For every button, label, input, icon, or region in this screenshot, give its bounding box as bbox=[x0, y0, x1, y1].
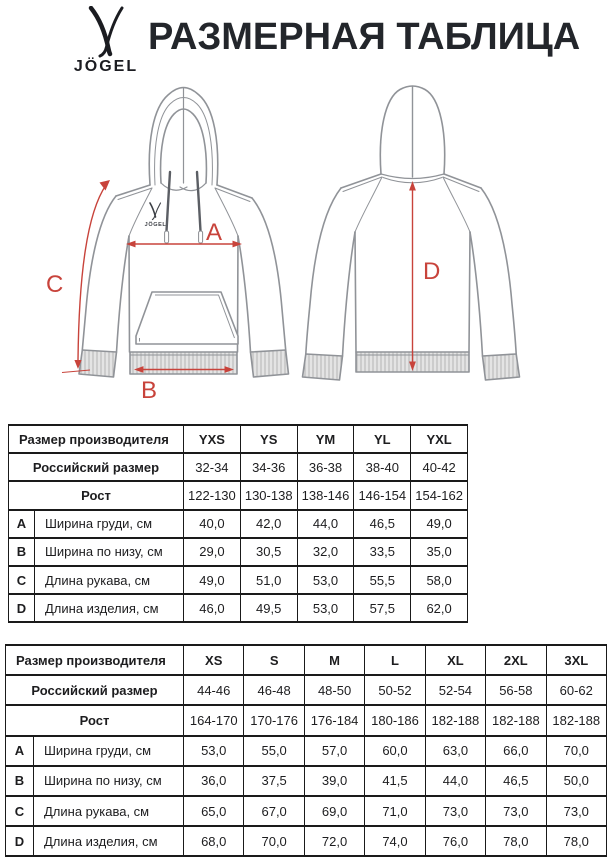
size-cell: 34-36 bbox=[240, 453, 297, 481]
measure-label-d: D bbox=[423, 258, 441, 285]
size-cell: 130-138 bbox=[240, 481, 297, 509]
measure-letter: D bbox=[9, 594, 35, 622]
data-row bbox=[6, 796, 607, 826]
back-right-sleeve bbox=[481, 188, 516, 354]
value-cell: 63,0 bbox=[425, 736, 485, 766]
chest-logo-icon bbox=[150, 203, 161, 220]
value-cell: 49,0 bbox=[184, 566, 241, 594]
back-right-cuff bbox=[483, 354, 520, 380]
size-cell: 2XL bbox=[486, 645, 546, 675]
data-row bbox=[9, 510, 468, 538]
size-cell: YL bbox=[354, 425, 411, 453]
measure-name: Ширина по низу, см bbox=[34, 766, 184, 796]
value-cell: 42,0 bbox=[240, 510, 297, 538]
value-cell: 69,0 bbox=[304, 796, 364, 826]
measure-label-b: B bbox=[141, 377, 158, 404]
back-left-cuff bbox=[303, 354, 343, 380]
value-cell: 46,5 bbox=[486, 766, 546, 796]
size-cell: 50-52 bbox=[365, 675, 425, 705]
measure-arrow-c bbox=[62, 180, 110, 373]
header-row bbox=[9, 425, 468, 453]
size-cell: 32-34 bbox=[184, 453, 241, 481]
front-left-sleeve bbox=[82, 196, 116, 350]
back-left-sleeve bbox=[306, 188, 341, 354]
value-cell: 58,0 bbox=[411, 566, 468, 594]
value-cell: 73,0 bbox=[486, 796, 546, 826]
measure-letter: B bbox=[6, 766, 34, 796]
value-cell: 35,0 bbox=[411, 538, 468, 566]
size-cell: S bbox=[244, 645, 304, 675]
header-row bbox=[9, 481, 468, 509]
value-cell: 60,0 bbox=[365, 736, 425, 766]
measure-arrow-a bbox=[126, 241, 242, 248]
size-cell: 170-176 bbox=[244, 705, 304, 735]
measure-name: Ширина по низу, см bbox=[35, 538, 184, 566]
size-cell: 46-48 bbox=[244, 675, 304, 705]
value-cell: 68,0 bbox=[184, 826, 244, 856]
measure-letter: A bbox=[6, 736, 34, 766]
value-cell: 73,0 bbox=[425, 796, 485, 826]
size-diagram bbox=[0, 84, 615, 420]
data-row bbox=[6, 736, 607, 766]
row-label: Размер производителя bbox=[6, 645, 184, 675]
size-cell: 56-58 bbox=[486, 675, 546, 705]
value-cell: 57,5 bbox=[354, 594, 411, 622]
value-cell: 78,0 bbox=[546, 826, 606, 856]
header-row bbox=[6, 645, 607, 675]
value-cell: 55,5 bbox=[354, 566, 411, 594]
measure-name: Длина изделия, см bbox=[34, 826, 184, 856]
size-cell: 36-38 bbox=[297, 453, 354, 481]
data-row bbox=[9, 538, 468, 566]
value-cell: 70,0 bbox=[546, 736, 606, 766]
size-cell: 180-186 bbox=[365, 705, 425, 735]
measure-label-a: A bbox=[206, 219, 223, 246]
value-cell: 73,0 bbox=[546, 796, 606, 826]
value-cell: 46,5 bbox=[354, 510, 411, 538]
size-cell: 164-170 bbox=[184, 705, 244, 735]
value-cell: 46,0 bbox=[184, 594, 241, 622]
value-cell: 49,5 bbox=[240, 594, 297, 622]
measure-letter: C bbox=[9, 566, 35, 594]
size-cell: 146-154 bbox=[354, 481, 411, 509]
value-cell: 70,0 bbox=[244, 826, 304, 856]
size-cell: XL bbox=[425, 645, 485, 675]
value-cell: 44,0 bbox=[297, 510, 354, 538]
chest-logo-text: JÖGEL bbox=[144, 222, 167, 228]
value-cell: 36,0 bbox=[184, 766, 244, 796]
size-cell: 40-42 bbox=[411, 453, 468, 481]
size-cell: L bbox=[365, 645, 425, 675]
value-cell: 62,0 bbox=[411, 594, 468, 622]
measure-letter: B bbox=[9, 538, 35, 566]
value-cell: 50,0 bbox=[546, 766, 606, 796]
size-cell: YXS bbox=[184, 425, 241, 453]
value-cell: 71,0 bbox=[365, 796, 425, 826]
value-cell: 39,0 bbox=[304, 766, 364, 796]
size-cell: YS bbox=[240, 425, 297, 453]
measure-name: Длина рукава, см bbox=[35, 566, 184, 594]
size-cell: 48-50 bbox=[304, 675, 364, 705]
value-cell: 74,0 bbox=[365, 826, 425, 856]
kangaroo-pocket bbox=[136, 292, 238, 344]
size-cell: 176-184 bbox=[304, 705, 364, 735]
hoodie-back-view bbox=[303, 86, 520, 380]
value-cell: 49,0 bbox=[411, 510, 468, 538]
value-cell: 76,0 bbox=[425, 826, 485, 856]
value-cell: 44,0 bbox=[425, 766, 485, 796]
adult-size-table bbox=[5, 644, 607, 857]
value-cell: 55,0 bbox=[244, 736, 304, 766]
size-cell: 52-54 bbox=[425, 675, 485, 705]
size-cell: 182-188 bbox=[486, 705, 546, 735]
size-cell: 38-40 bbox=[354, 453, 411, 481]
measure-name: Ширина груди, см bbox=[35, 510, 184, 538]
size-cell: 182-188 bbox=[546, 705, 606, 735]
measure-letter: C bbox=[6, 796, 34, 826]
measure-letter: A bbox=[9, 510, 35, 538]
size-cell: 138-146 bbox=[297, 481, 354, 509]
value-cell: 65,0 bbox=[184, 796, 244, 826]
value-cell: 53,0 bbox=[297, 594, 354, 622]
row-label: Рост bbox=[6, 705, 184, 735]
value-cell: 41,5 bbox=[365, 766, 425, 796]
header-row bbox=[6, 675, 607, 705]
value-cell: 53,0 bbox=[184, 736, 244, 766]
value-cell: 32,0 bbox=[297, 538, 354, 566]
row-label: Рост bbox=[9, 481, 184, 509]
row-label: Российский размер bbox=[6, 675, 184, 705]
value-cell: 57,0 bbox=[304, 736, 364, 766]
measure-letter: D bbox=[6, 826, 34, 856]
size-cell: 3XL bbox=[546, 645, 606, 675]
brand-logo-text: JÖGEL bbox=[73, 58, 139, 75]
measure-arrow-d bbox=[409, 181, 416, 371]
data-row bbox=[6, 766, 607, 796]
size-cell: 44-46 bbox=[184, 675, 244, 705]
value-cell: 67,0 bbox=[244, 796, 304, 826]
front-right-cuff bbox=[251, 350, 289, 377]
value-cell: 66,0 bbox=[486, 736, 546, 766]
brand-logo-icon bbox=[80, 6, 132, 58]
value-cell: 29,0 bbox=[184, 538, 241, 566]
brand-logo bbox=[56, 6, 156, 76]
size-cell: 182-188 bbox=[425, 705, 485, 735]
value-cell: 40,0 bbox=[184, 510, 241, 538]
size-cell: YM bbox=[297, 425, 354, 453]
front-left-cuff bbox=[79, 350, 117, 377]
header-row bbox=[9, 453, 468, 481]
value-cell: 78,0 bbox=[486, 826, 546, 856]
measure-name: Длина рукава, см bbox=[34, 796, 184, 826]
size-cell: XS bbox=[184, 645, 244, 675]
size-cell: M bbox=[304, 645, 364, 675]
measure-name: Длина изделия, см bbox=[35, 594, 184, 622]
data-row bbox=[6, 826, 607, 856]
header-row bbox=[6, 705, 607, 735]
row-label: Российский размер bbox=[9, 453, 184, 481]
front-right-sleeve bbox=[252, 198, 286, 350]
value-cell: 37,5 bbox=[244, 766, 304, 796]
measure-label-c: C bbox=[46, 271, 64, 298]
value-cell: 51,0 bbox=[240, 566, 297, 594]
measure-name: Ширина груди, см bbox=[34, 736, 184, 766]
data-row bbox=[9, 566, 468, 594]
size-cell: 122-130 bbox=[184, 481, 241, 509]
row-label: Размер производителя bbox=[9, 425, 184, 453]
size-cell: 154-162 bbox=[411, 481, 468, 509]
size-cell: 60-62 bbox=[546, 675, 606, 705]
hoodie-front-view bbox=[79, 88, 289, 378]
youth-size-table bbox=[8, 424, 468, 623]
value-cell: 33,5 bbox=[354, 538, 411, 566]
data-row bbox=[9, 594, 468, 622]
value-cell: 72,0 bbox=[304, 826, 364, 856]
value-cell: 30,5 bbox=[240, 538, 297, 566]
value-cell: 53,0 bbox=[297, 566, 354, 594]
page-title: РАЗМЕРНАЯ ТАБЛИЦА bbox=[148, 16, 581, 58]
size-cell: YXL bbox=[411, 425, 468, 453]
